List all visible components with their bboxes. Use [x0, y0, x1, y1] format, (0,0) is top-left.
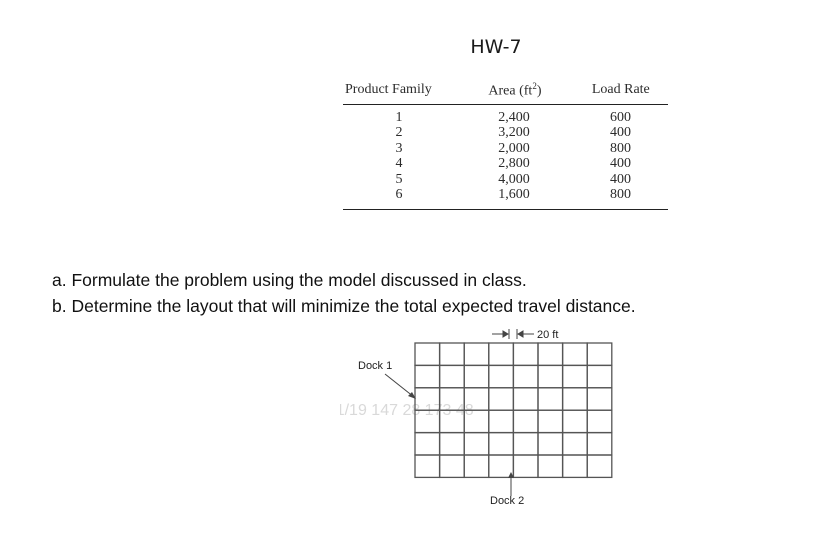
grid-cell [489, 343, 514, 365]
grid-cell [464, 365, 489, 387]
table-row: 1 2,400 600 [395, 109, 631, 125]
grid-cell [489, 365, 514, 387]
grid-cell [563, 365, 588, 387]
grid-cell [464, 343, 489, 365]
grid-cell [440, 343, 465, 365]
product-table [343, 80, 668, 210]
dock2-label: Dock 2 [490, 495, 525, 507]
grid-cell [415, 433, 440, 455]
grid-cell [587, 365, 612, 387]
grid-cell [440, 455, 465, 477]
table-row: 3 2,000 800 [395, 140, 631, 156]
grid-cell [587, 410, 612, 432]
watermark-text: 11/19 147 28 173 48 [340, 402, 474, 419]
grid-cell [513, 365, 538, 387]
layout-figure [340, 322, 640, 542]
grid-cell [538, 365, 563, 387]
question-a: a. Formulate the problem using the model discussed in class. [52, 270, 527, 290]
grid-cell [440, 433, 465, 455]
grid-cell [587, 455, 612, 477]
grid-cell [587, 433, 612, 455]
table-row: 2 3,200 400 [395, 125, 631, 141]
table-row: 5 4,000 400 [395, 171, 631, 187]
header-load-rate: Load Rate [591, 82, 650, 97]
facility-grid [415, 343, 612, 477]
grid-cell [489, 433, 514, 455]
grid-cell [513, 433, 538, 455]
grid-cell [415, 455, 440, 477]
grid-cell [538, 388, 563, 410]
grid-cell [464, 455, 489, 477]
grid-cell [538, 343, 563, 365]
grid-cell [563, 433, 588, 455]
table-header [343, 80, 668, 105]
header-area: Area $(ft^2)$ [488, 80, 542, 99]
header-product-family: Product Family [345, 82, 432, 97]
grid-cell [587, 343, 612, 365]
grid-cell [440, 365, 465, 387]
grid-cell [538, 455, 563, 477]
table-body [343, 105, 668, 210]
page-title: HW-7 [470, 36, 522, 58]
grid-cell [587, 388, 612, 410]
grid-cell [415, 365, 440, 387]
grid-cell [513, 343, 538, 365]
grid-cell [415, 343, 440, 365]
grid-cell [464, 433, 489, 455]
table-row: 4 2,800 400 [395, 156, 631, 172]
grid-cell [513, 455, 538, 477]
grid-cell [563, 455, 588, 477]
grid-cell [513, 388, 538, 410]
table-row: 6 1,600 800 [395, 187, 631, 203]
grid-cell [563, 410, 588, 432]
dock1-arrow [385, 374, 414, 397]
grid-cell [563, 388, 588, 410]
grid-cell [538, 433, 563, 455]
grid-cell [489, 455, 514, 477]
question-b: b. Determine the layout that will minimize the total expected travel distance. [52, 296, 636, 316]
grid-cell [489, 388, 514, 410]
grid-cell [563, 343, 588, 365]
dock1-label: Dock 1 [358, 360, 393, 372]
grid-cell [489, 410, 514, 432]
scale-indicator [492, 329, 534, 339]
grid-cell [538, 410, 563, 432]
layout-grid-svg [340, 322, 640, 542]
scale-label: 20 ft [537, 329, 559, 341]
grid-cell [513, 410, 538, 432]
